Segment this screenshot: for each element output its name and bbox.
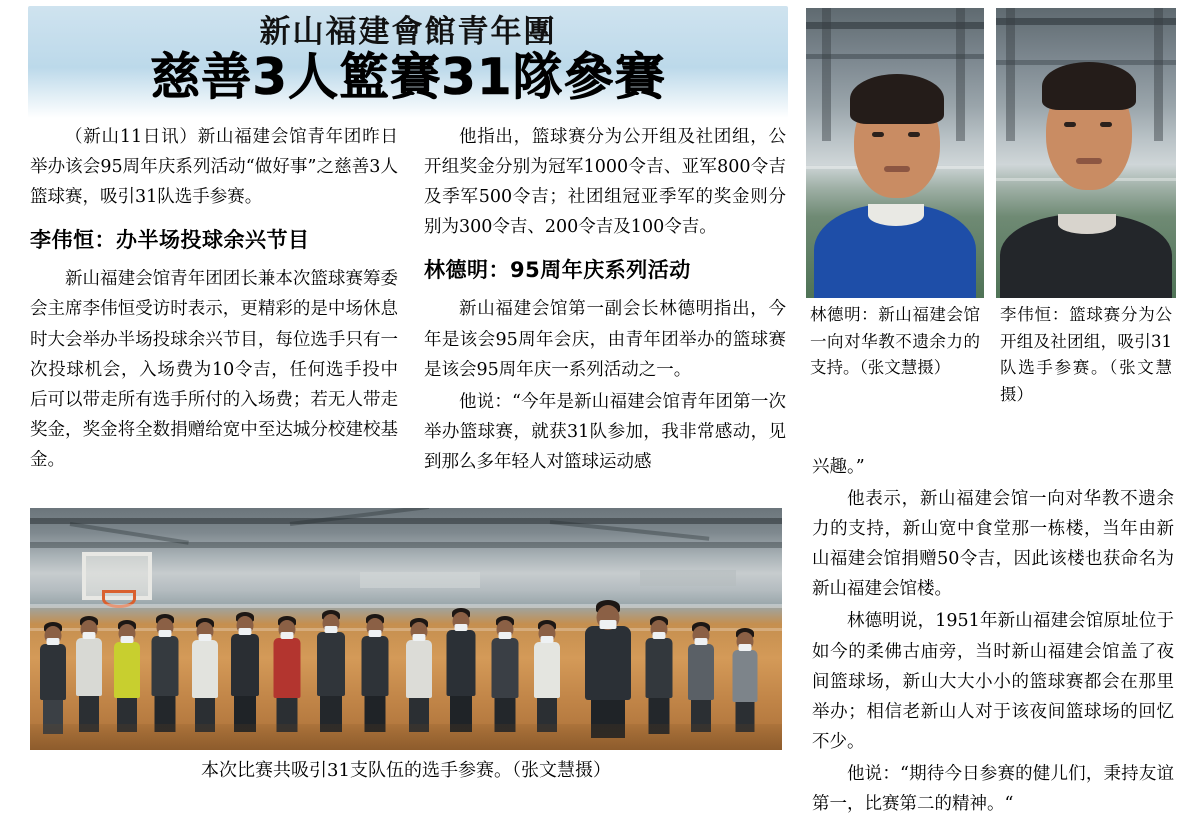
subject-collar — [868, 204, 924, 226]
photo-portrait-lee — [996, 8, 1176, 298]
eye-icon — [872, 132, 884, 137]
roof-truss-icon — [30, 518, 782, 524]
paragraph: （新山11日讯）新山福建会馆青年团昨日举办该会95周年庆系列活动“做好事”之慈善3人篮球赛，吸引31队选手参赛。 — [30, 127, 398, 208]
court-line — [30, 604, 782, 608]
article-column-3 — [812, 452, 1174, 821]
paragraph: 新山福建会馆第一副会长林德明指出，今年是该会95周年会庆，由青年团举办的篮球赛是该会95周年庆一系列活动之一。 — [424, 299, 786, 380]
headline-kicker: 新山福建會館青年團 — [259, 14, 557, 50]
paragraph: 林德明说，1951年新山福建会馆原址位于如今的柔佛古庙旁，当时新山福建会馆盖了夜间篮球场，新山大大小小的篮球赛都会在那里举办；相信老新山人对于该夜间篮球场的回忆不少。 — [812, 611, 1174, 752]
caption-team-photo: 本次比赛共吸引31支队伍的选手参赛。（张文慧摄） — [201, 760, 611, 781]
subject-collar — [1058, 214, 1116, 234]
pillar-icon — [956, 8, 965, 141]
mouth-icon — [884, 166, 910, 172]
article-column-1 — [30, 122, 398, 477]
section-subheading-2: 林德明：95周年庆系列活动 — [424, 258, 691, 283]
basketball-hoop-icon — [82, 552, 152, 600]
subject-hair — [850, 74, 944, 124]
paragraph: 他说：“今年是新山福建会馆青年团第一次举办篮球赛，就获31队参加，我非常感动，见到那么多年轻人对篮球运动感 — [424, 391, 786, 472]
paragraph: 他表示，新山福建会馆一向对华教不遗余力的支持，新山宽中食堂那一栋楼，当年由新山福建会馆捐赠50令吉，因此该楼也获命名为新山福建会馆楼。 — [812, 489, 1174, 600]
section-subheading-1: 李伟恒：办半场投球余兴节目 — [30, 228, 310, 253]
paragraph: 兴趣。” — [812, 457, 865, 477]
subject-hair — [1042, 62, 1136, 110]
floor-shadow — [30, 724, 782, 750]
pillar-icon — [822, 8, 831, 141]
roof-beam-icon — [996, 18, 1176, 25]
photo-portrait-lin — [806, 8, 984, 298]
paragraph: 他指出，篮球赛分为公开组及社团组，公开组奖金分别为冠军1000令吉、亚军800令吉及季军500令吉；社团组冠亚季军的奖金则分别为300令吉、200令吉及100令吉。 — [424, 127, 786, 238]
eye-icon — [1064, 122, 1076, 127]
pillar-icon — [1154, 8, 1163, 141]
paragraph: 他说：“期待今日参赛的健儿们，秉持友谊第一，比赛第二的精神。“ — [812, 763, 1174, 815]
caption-portrait-lee: 李伟恒：篮球赛分为公开组及社团组，吸引31队选手参赛。（张文慧摄） — [1000, 305, 1172, 405]
wall-banner — [640, 570, 736, 586]
paragraph: 新山福建会馆青年团团长兼本次篮球赛筹委会主席李伟恒受访时表示，更精彩的是中场休息时大会举办半场投球余兴节目，每位选手只有一次投球机会，入场费为10令吉，任何选手投中后可以带走所有选手所付的入场费；若无人带走奖金，奖金将全数捐赠给宽中至达城分校建校基金。 — [30, 269, 398, 470]
page-title: 慈善3人籃賽31隊參賽 — [150, 48, 666, 107]
article-column-2 — [424, 122, 786, 479]
eye-icon — [1100, 122, 1112, 127]
eye-icon — [908, 132, 920, 137]
photo-team-lineup — [30, 508, 782, 750]
roof-truss-icon — [30, 542, 782, 548]
pillar-icon — [1006, 8, 1015, 141]
wall-banner — [360, 572, 480, 588]
mouth-icon — [1076, 158, 1102, 164]
caption-portrait-lin: 林德明：新山福建会馆一向对华教不遗余力的支持。（张文慧摄） — [810, 305, 980, 378]
headline-block — [28, 6, 788, 118]
